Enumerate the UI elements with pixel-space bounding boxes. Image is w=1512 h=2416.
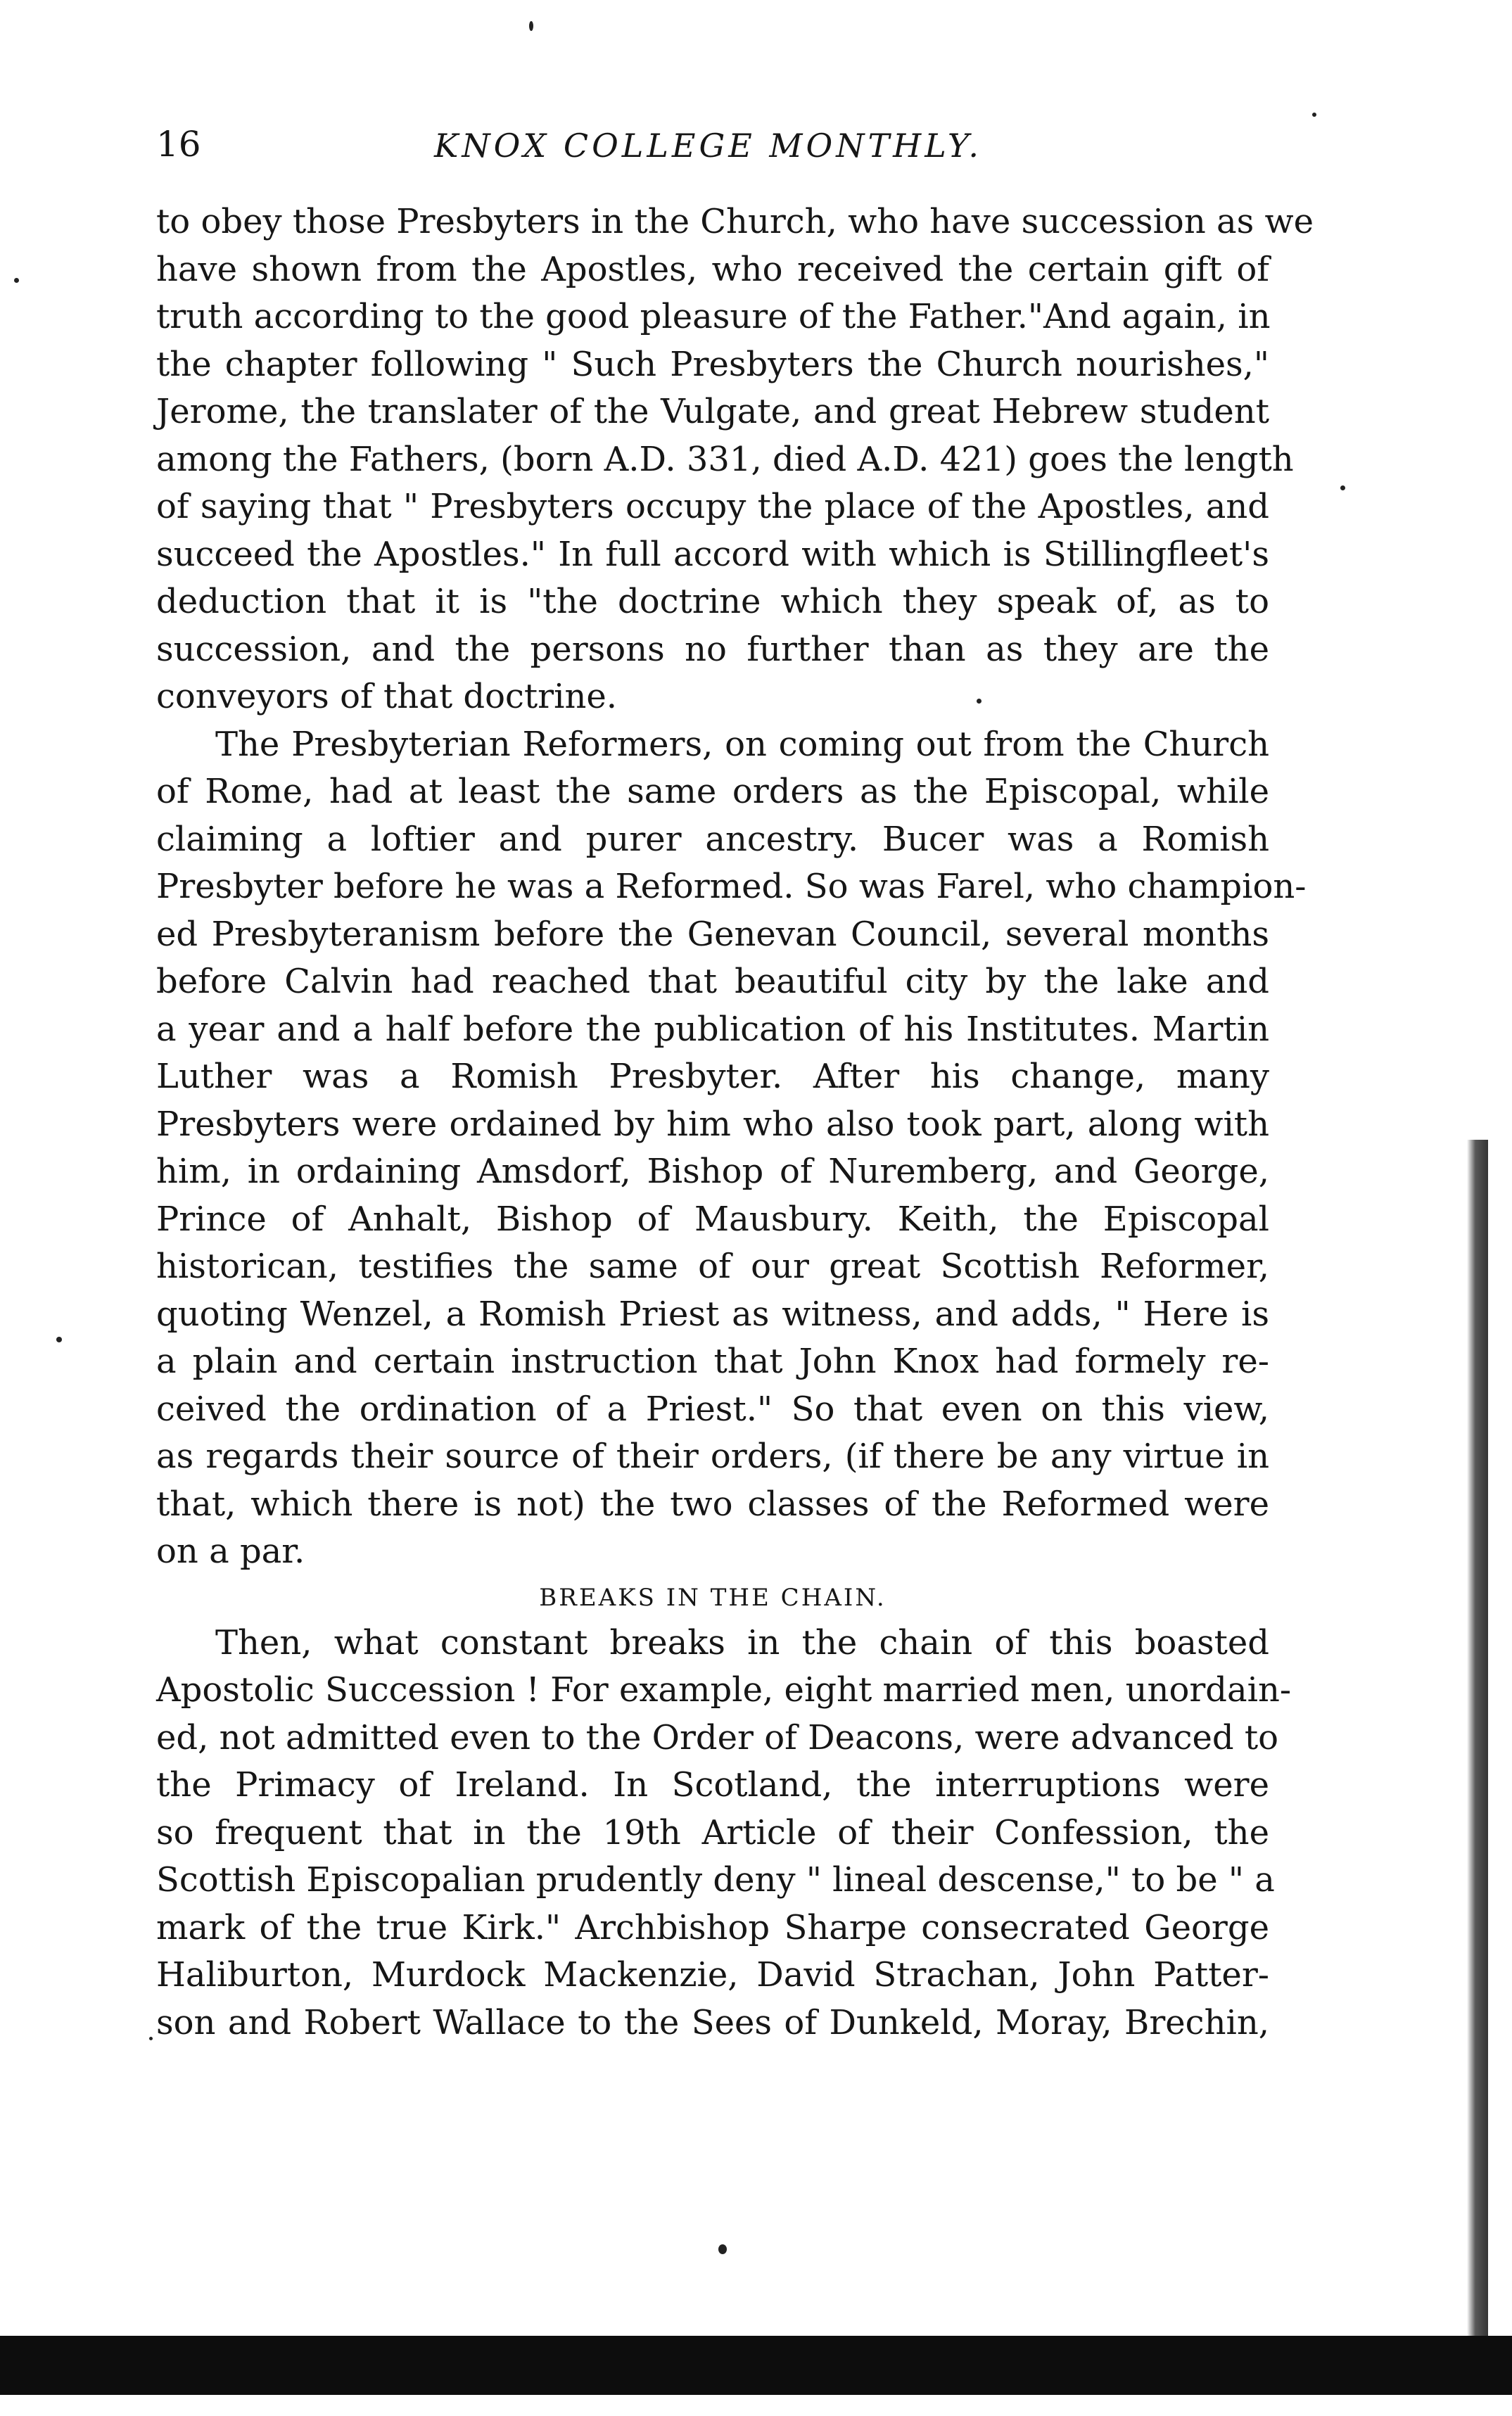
scan-speck: [1312, 113, 1316, 117]
body-text: [156, 198, 1314, 2047]
text-line: have shown from the Apostles, who received the certain gift of: [156, 249, 1269, 289]
text-line: claiming a loftier and purer ancestry. Bucer was a Romish: [156, 819, 1269, 859]
section-heading: BREAKS IN THE CHAIN.: [539, 1583, 887, 1612]
page-edge-shadow: [1467, 1140, 1488, 2336]
text-line: as regards their source of their orders, (if there be any virtue in: [156, 1437, 1269, 1476]
text-line: Jerome, the translater of the Vulgate, and great Hebrew student: [156, 392, 1269, 431]
scan-speck: [977, 699, 981, 704]
text-line: mark of the true Kirk." Archbishop Sharpe consecrated George: [156, 1907, 1269, 1947]
text-line: deduction that it is "the doctrine which they speak of, as to: [156, 582, 1269, 621]
text-line: Prince of Anhalt, Bishop of Mausbury. Keith, the Episcopal: [156, 1199, 1269, 1239]
text-line: son and Robert Wallace to the Sees of Dunkeld, Moray, Brechin,: [156, 2002, 1269, 2042]
running-head: KNOX COLLEGE MONTHLY.: [434, 127, 982, 165]
text-line: to obey those Presbyters in the Church, who have succession as we: [156, 202, 1314, 241]
text-line: a plain and certain instruction that John Knox had formely re-: [156, 1342, 1269, 1381]
text-line: a year and a half before the publication of his Institutes. Martin: [156, 1009, 1269, 1049]
text-line: of saying that " Presbyters occupy the place of the Apostles, and: [156, 487, 1269, 526]
text-line: the Primacy of Ireland. In Scotland, the interruptions were: [156, 1765, 1269, 1805]
text-line: Presbyter before he was a Reformed. So was Farel, who champion-: [156, 867, 1307, 906]
text-line: of Rome, had at least the same orders as the Episcopal, while: [156, 772, 1269, 811]
text-line: historican, testifies the same of our great Scottish Reformer,: [156, 1247, 1269, 1286]
page-number: 16: [156, 124, 201, 165]
text-line: him, in ordaining Amsdorf, Bishop of Nuremberg, and George,: [156, 1152, 1269, 1191]
text-line: on a par.: [156, 1532, 305, 1571]
text-line: ceived the ordination of a Priest." So that even on this view,: [156, 1389, 1269, 1429]
text-line: Apostolic Succession ! For example, eight married men, unordain-: [156, 1670, 1292, 1710]
text-line: among the Fathers, (born A.D. 331, died A.D. 421) goes the length: [156, 439, 1294, 479]
text-line: that, which there is not) the two classes of the Reformed were: [156, 1484, 1269, 1524]
text-line: Scottish Episcopalian prudently deny " lineal descense," to be " a: [156, 1860, 1275, 1900]
scan-bottom-border: [0, 2336, 1512, 2395]
scan-speck: [529, 21, 533, 31]
page-header: [156, 116, 1268, 179]
text-line: Haliburton, Murdock Mackenzie, David Strachan, John Patter-: [156, 1955, 1269, 1995]
text-line: succeed the Apostles." In full accord with which is Stillingfleet's: [156, 534, 1269, 574]
paragraph-first-line: The Presbyterian Reformers, on coming out from the Church: [215, 724, 1269, 764]
text-line: succession, and the persons no further than as they are the: [156, 629, 1269, 669]
text-line: Presbyters were ordained by him who also took part, along with: [156, 1104, 1269, 1144]
text-line: ed, not admitted even to the Order of Deacons, were advanced to: [156, 1717, 1279, 1757]
paragraph-first-line: Then, what constant breaks in the chain of this boasted: [215, 1622, 1269, 1662]
text-line: quoting Wenzel, a Romish Priest as witness, and adds, " Here is: [156, 1294, 1269, 1334]
text-line: so frequent that in the 19th Article of their Confession, the: [156, 1812, 1269, 1852]
text-line: ed Presbyteranism before the Genevan Council, several months: [156, 914, 1269, 954]
text-line: the chapter following " Such Presbyters the Church nourishes,": [156, 344, 1269, 384]
scan-speck: [14, 278, 19, 283]
scan-speck: [718, 2244, 727, 2254]
text-line: conveyors of that doctrine.: [156, 677, 618, 716]
text-line: before Calvin had reached that beautiful city by the lake and: [156, 962, 1269, 1001]
scan-speck: [56, 1337, 62, 1342]
text-line: truth according to the good pleasure of the Father."And again, in: [156, 297, 1271, 336]
scan-speck: [1340, 485, 1345, 490]
scan-speck: [149, 2037, 153, 2040]
text-line: Luther was a Romish Presbyter. After his change, many: [156, 1057, 1269, 1096]
